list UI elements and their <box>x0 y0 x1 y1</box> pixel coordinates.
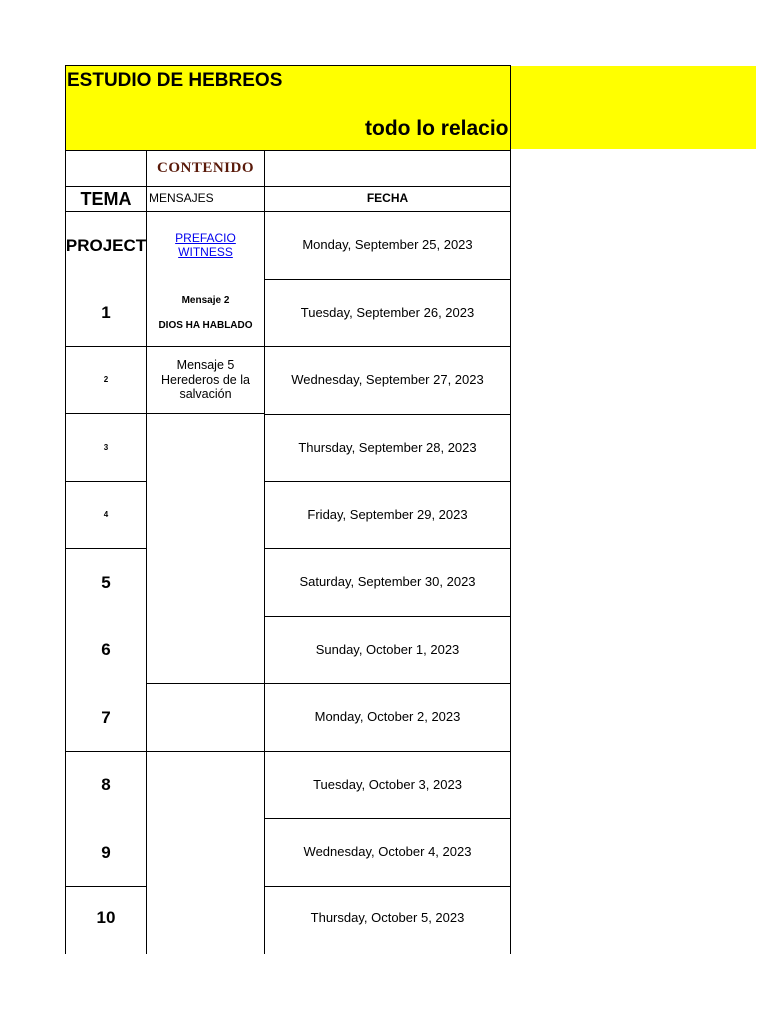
document-title: ESTUDIO DE HEBREOS <box>67 70 283 91</box>
tema-cell: 2 <box>103 375 109 385</box>
fecha-header: FECHA <box>366 191 409 206</box>
mensaje-5-cell <box>147 347 264 413</box>
grid-line <box>510 65 511 954</box>
fecha-cell: Monday, September 25, 2023 <box>302 237 473 253</box>
prefacio-link-cell <box>147 212 264 279</box>
grid-line <box>65 65 511 66</box>
tema-cell: 10 <box>96 908 116 928</box>
fecha-cell: Thursday, October 5, 2023 <box>310 909 465 925</box>
mensajes-header: MENSAJES <box>149 191 214 206</box>
prefacio-link[interactable]: PREFACIO WITNESS <box>175 230 236 259</box>
tema-cell: 9 <box>101 842 111 862</box>
fecha-cell: Tuesday, October 3, 2023 <box>313 776 462 792</box>
fecha-cell: Saturday, September 30, 2023 <box>299 574 476 590</box>
fecha-cell: Monday, October 2, 2023 <box>314 709 461 725</box>
tema-cell: 5 <box>101 572 111 592</box>
title-band-overflow <box>510 66 756 149</box>
fecha-cell: Sunday, October 1, 2023 <box>315 641 460 657</box>
tema-cell: 1 <box>101 303 111 323</box>
document-subtitle: todo lo relacio <box>365 117 509 140</box>
tema-cell: 3 <box>103 442 109 452</box>
mensaje-2-title: Mensaje 2 <box>181 294 230 306</box>
fecha-cell: Wednesday, September 27, 2023 <box>291 372 484 388</box>
tema-cell: 7 <box>101 707 111 727</box>
tema-cell: 6 <box>101 640 111 660</box>
fecha-cell: Tuesday, September 26, 2023 <box>300 304 475 320</box>
fecha-cell: Friday, September 29, 2023 <box>307 506 468 522</box>
tema-header: TEMA <box>80 188 132 209</box>
fecha-cell: Thursday, September 28, 2023 <box>298 439 477 455</box>
fecha-cell: Wednesday, October 4, 2023 <box>303 844 472 860</box>
tema-cell: PROJECT <box>65 235 147 255</box>
contenido-header: CONTENIDO <box>156 159 254 176</box>
mensaje-5-title: Mensaje 5 <box>176 358 235 373</box>
grid-line <box>146 683 265 684</box>
mensaje-5-line2: Herederos de la <box>161 372 250 387</box>
tema-cell: 4 <box>103 510 109 520</box>
mensaje-5-line3: salvación <box>179 387 232 402</box>
mensaje-2-cell <box>147 280 264 346</box>
grid-line <box>65 150 511 151</box>
tema-cell: 8 <box>101 775 111 795</box>
mensaje-2-subtitle: DIOS HA HABLADO <box>158 320 253 331</box>
